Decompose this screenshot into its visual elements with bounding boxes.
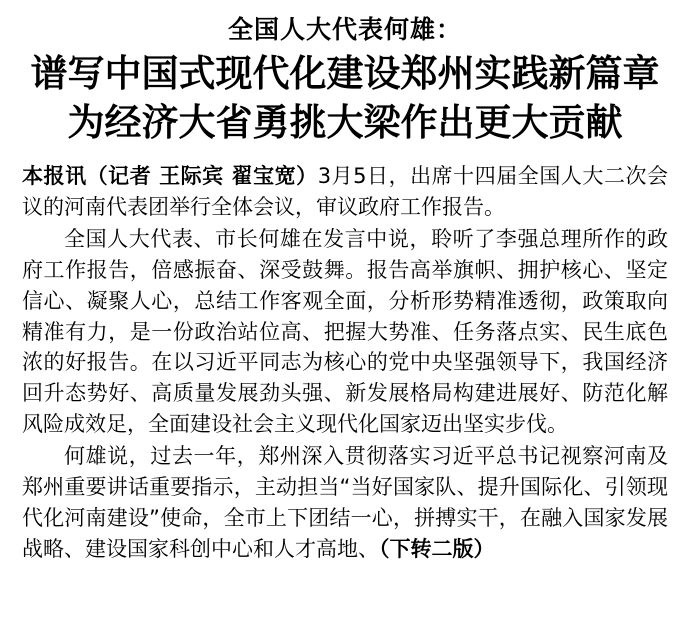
main-title-line-1: 谱写中国式现代化建设郑州实践新篇章 <box>30 52 660 96</box>
paragraph-1-text: 3月5日，出席十四届全国人大二次会议的河南代表团举行全体会议，审议政府工作报告。 <box>22 164 669 220</box>
jump-to-page-note: （下转二版） <box>379 536 495 561</box>
paragraph-2 <box>22 224 668 440</box>
main-title-line-2: 为经济大省勇挑大梁作出更大贡献 <box>67 101 623 145</box>
paragraph-3-text: 何雄说，过去一年，郑州深入贯彻落实习近平总书记视察河南及郑州重要讲话重要指示，主动担当“当好国家队、提升国际化、引领现代化河南建设”使命，全市上下团结一心，拼搏实干，在融入国家发展战略、建设国家科创中心和人才高地、 <box>22 443 668 561</box>
paragraph-2-text: 全国人大代表、市长何雄在发言中说，聆听了李强总理所作的政府工作报告，倍感振奋、深受鼓舞。报告高举旗帜、拥护核心、坚定信心、凝聚人心，总结工作客观全面，分析形势精准透彻，政策取向精准有力，是一份政治站位高、把握大势准、任务落点实、民生底色浓的好报告。在以习近平同志为核心的党中央坚强领导下，我国经济回升态势好、高质量发展劲头强、新发展格局构建进展好、防范化解风险成效足，全面建设社会主义现代化国家迈出坚实步伐。 <box>22 226 668 437</box>
article-headline-block <box>22 14 668 147</box>
article-body <box>22 161 668 564</box>
byline: （记者 王际宾 翟宝宽） <box>86 164 318 189</box>
lead-label: 本报讯 <box>22 164 87 189</box>
paragraph-lead <box>22 161 668 223</box>
paragraph-3 <box>22 441 668 564</box>
shoulder-title: 全国人大代表何雄： <box>227 15 462 44</box>
